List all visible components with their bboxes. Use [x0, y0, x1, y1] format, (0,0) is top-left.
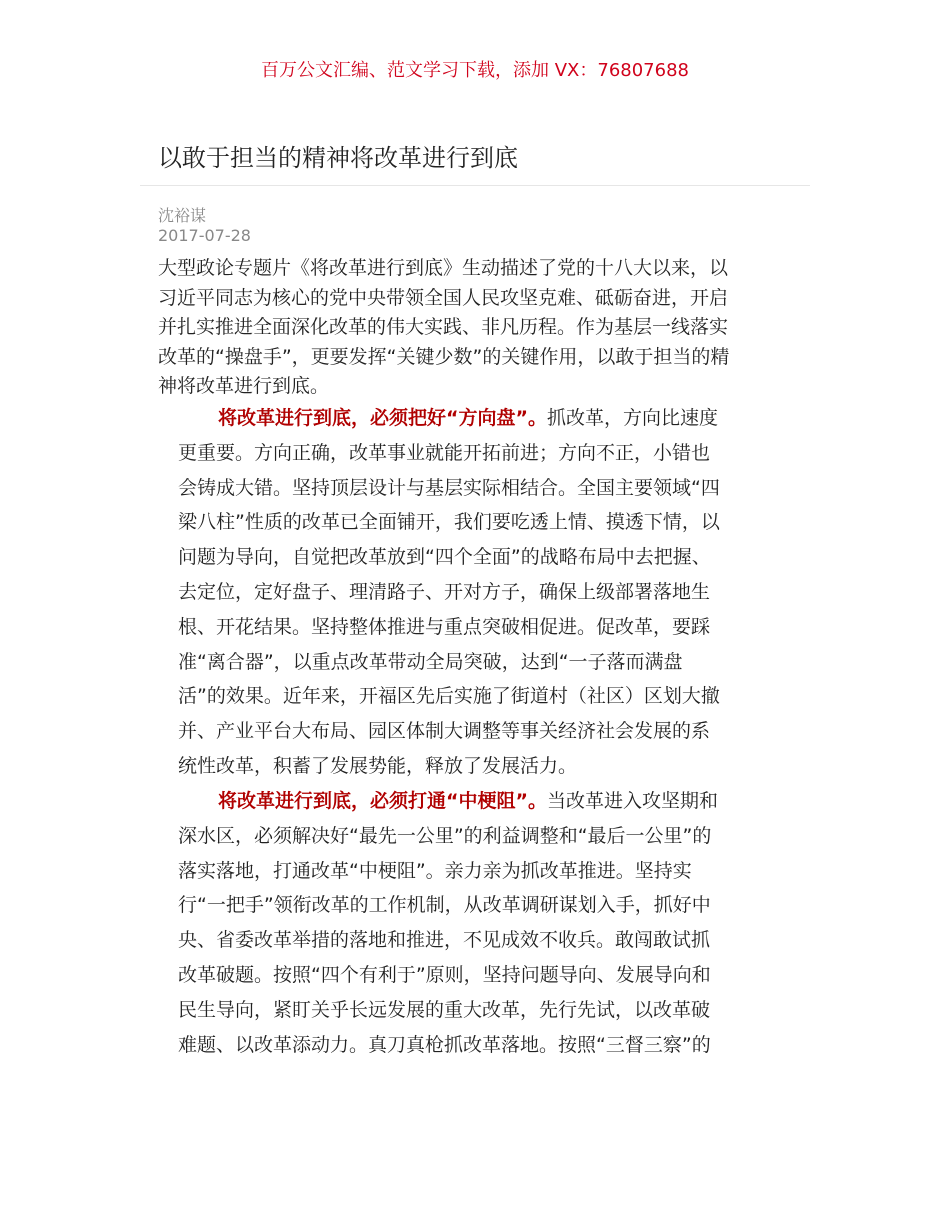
body-paragraph-direction: [178, 401, 798, 784]
text-line: 大型政论专题片《将改革进行到底》生动描述了党的十八大以来，以: [158, 257, 729, 279]
text-line: 活”的效果。近年来，开福区先后实施了街道村（社区）区划大撤: [178, 685, 720, 708]
article-date: 2017-07-28: [158, 226, 251, 245]
article-author: 沈裕谋: [158, 206, 207, 225]
text-line: 改革破题。按照“四个有利于”原则，坚持问题导向、发展导向和: [178, 963, 711, 986]
text-line: 当改革进入攻坚期和: [546, 790, 718, 812]
title-divider: [140, 185, 810, 186]
text-line: 难题、以改革添动力。真刀真枪抓改革落地。按照“三督三察”的: [178, 1033, 711, 1056]
download-banner: 百万公文汇编、范文学习下载，添加 VX：76807688: [261, 60, 689, 81]
text-line: 准“离合器”，以重点改革带动全局突破，达到“一子落而满盘: [178, 650, 683, 673]
text-line: 会铸成大错。坚持顶层设计与基层实际相结合。全国主要领域“四: [178, 476, 720, 499]
text-line: 民生导向，紧盯关乎长远发展的重大改革，先行先试，以改革破: [178, 998, 711, 1021]
text-line: 改革的“操盘手”，更要发挥“关键少数”的关键作用，以敢于担当的精: [158, 345, 730, 368]
body-paragraph-obstruction: [178, 784, 798, 1062]
paragraph-lead-heading: 将改革进行到底，必须打通“中梗阻”。: [218, 790, 547, 812]
text-line: 问题为导向，自觉把改革放到“四个全面”的战略布局中去把握、: [178, 546, 711, 569]
text-line: 并扎实推进全面深化改革的伟大实践、非凡历程。作为基层一线落实: [158, 316, 729, 338]
paragraph-lead-heading: 将改革进行到底，必须把好“方向盘”。: [218, 407, 547, 429]
text-line: 更重要。方向正确，改革事业就能开拓前进；方向不正，小错也: [178, 441, 711, 464]
text-line: 并、产业平台大布局、园区体制大调整等事关经济社会发展的系: [178, 720, 711, 743]
text-line: 统性改革，积蓄了发展势能，释放了发展活力。: [178, 754, 578, 777]
text-line: 行“一把手”领衔改革的工作机制，从改革调研谋划入手，抓好中: [178, 894, 711, 917]
text-line: 去定位，定好盘子、理清路子、开对方子，确保上级部署落地生: [178, 580, 711, 603]
intro-paragraph: [158, 254, 798, 402]
text-line: 习近平同志为核心的党中央带领全国人民攻坚克难、砥砺奋进，开启: [158, 286, 729, 309]
text-line: 深水区，必须解决好“最先一公里”的利益调整和“最后一公里”的: [178, 824, 712, 847]
text-line: 神将改革进行到底。: [158, 375, 330, 397]
text-line: 根、开花结果。坚持整体推进与重点突破相促进。促改革，要踩: [178, 615, 711, 638]
article-title: 以敢于担当的精神将改革进行到底: [158, 144, 518, 172]
text-line: 梁八柱”性质的改革已全面铺开，我们要吃透上情、摸透下情，以: [178, 511, 720, 534]
text-line: 央、省委改革举措的落地和推进，不见成效不收兵。敢闯敢试抓: [178, 929, 711, 952]
text-line: 落实落地，打通改革“中梗阻”。亲力亲为抓改革推进。坚持实: [178, 859, 692, 882]
text-line: 抓改革，方向比速度: [546, 407, 718, 429]
